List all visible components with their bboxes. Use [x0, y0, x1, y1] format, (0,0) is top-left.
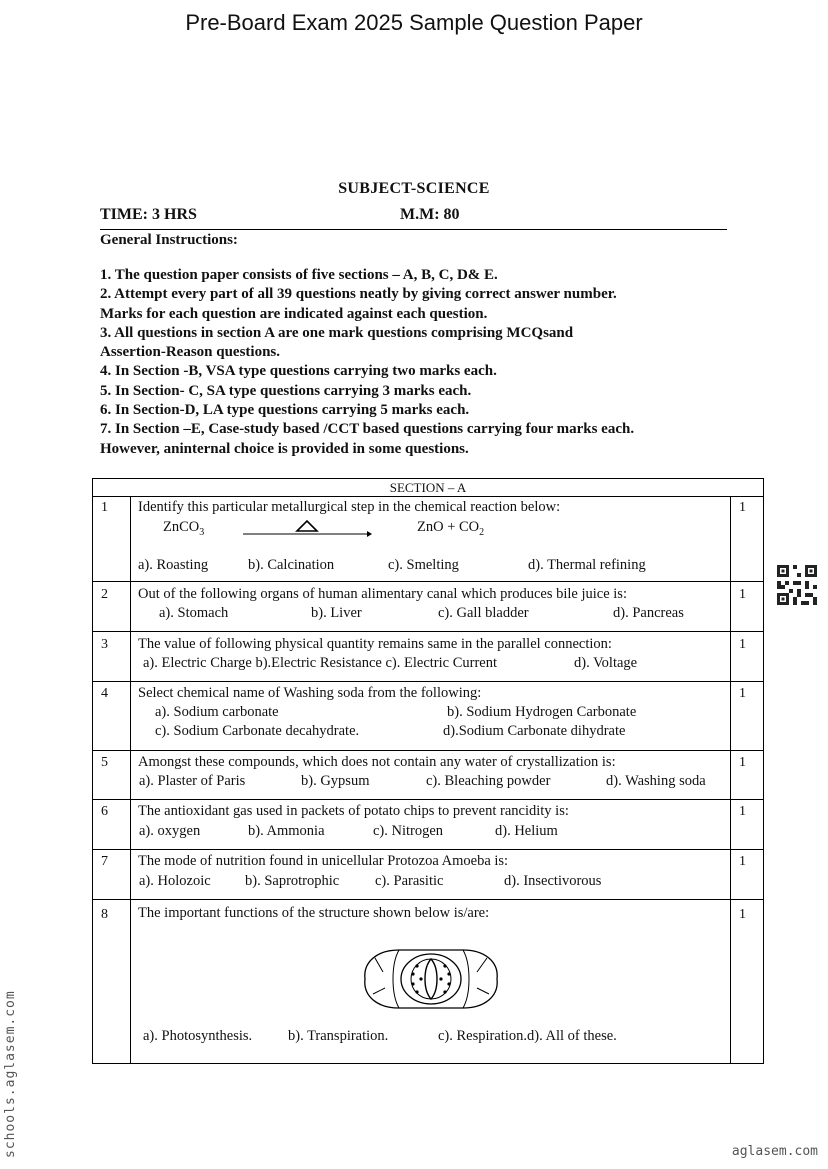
heat-arrow-icon — [243, 519, 373, 537]
question-marks: 1 — [739, 587, 746, 602]
question-marks: 1 — [739, 804, 746, 819]
option-a: a). Holozoic — [139, 873, 211, 889]
subject-title: SUBJECT-SCIENCE — [338, 180, 490, 197]
question-text: The value of following physical quantity remains same in the parallel connection: — [138, 636, 612, 652]
question-text: Out of the following organs of human alimentary canal which produces bile juice is: — [138, 586, 627, 602]
option-a: a). Stomach — [159, 605, 229, 621]
instruction-line: 4. In Section -B, VSA type questions carrying two marks each. — [100, 363, 497, 380]
question-number: 3 — [101, 637, 108, 652]
option-a: a). Sodium carbonate — [155, 704, 279, 720]
general-instructions-heading: General Instructions: — [100, 232, 238, 248]
row-divider — [93, 750, 763, 751]
stomata-diagram — [361, 944, 501, 1014]
qr-code-icon — [777, 565, 817, 605]
option-b: b). Sodium Hydrogen Carbonate — [447, 704, 637, 720]
option-a: a). Plaster of Paris — [139, 773, 246, 789]
option-abc: a). Electric Charge b).Electric Resistance c). Electric Current — [143, 655, 498, 671]
instruction-line: 6. In Section-D, LA type questions carrying 5 marks each. — [100, 402, 470, 419]
page-header: Pre-Board Exam 2025 Sample Question Paper — [185, 10, 643, 35]
question-number: 8 — [101, 907, 108, 922]
row-divider — [93, 631, 763, 632]
option-a: a). Photosynthesis. — [143, 1028, 253, 1044]
question-marks: 1 — [739, 686, 746, 701]
option-b: b). Saprotrophic — [245, 873, 340, 889]
option-c: c). Sodium Carbonate decahydrate. — [155, 723, 360, 739]
option-cd: c). Respiration.d). All of these. — [438, 1028, 617, 1044]
row-divider — [93, 681, 763, 682]
row-divider — [93, 849, 763, 850]
option-b: b). Transpiration. — [288, 1028, 389, 1044]
option-b: b). Gypsum — [301, 773, 370, 789]
question-number: 1 — [101, 500, 108, 515]
option-a: a). oxygen — [139, 823, 201, 839]
section-a-table — [92, 478, 764, 1064]
option-d: d). Voltage — [574, 655, 638, 671]
question-text: The antioxidant gas used in packets of potato chips to prevent rancidity is: — [138, 803, 569, 819]
option-c: c). Gall bladder — [438, 605, 529, 621]
question-number: 7 — [101, 854, 108, 869]
section-a-title: SECTION – A — [93, 479, 763, 497]
option-c: c). Parasitic — [375, 873, 444, 889]
reaction-reactant: ZnCO$_3$ — [163, 519, 205, 538]
question-text: Amongst these compounds, which does not contain any water of crystallization is: — [138, 754, 616, 770]
instruction-line: Marks for each question are indicated against each question. — [100, 305, 488, 322]
question-number: 2 — [101, 587, 108, 602]
option-d: d). Thermal refining — [528, 557, 646, 573]
instruction-line: 2. Attempt every part of all 39 questions neatly by giving correct answer number. — [100, 286, 617, 303]
option-c: c). Bleaching powder — [426, 773, 551, 789]
time-label: TIME: 3 HRS — [100, 206, 197, 223]
row-divider — [93, 899, 763, 900]
question-text: The mode of nutrition found in unicellular Protozoa Amoeba is: — [138, 853, 509, 869]
option-c: c). Smelting — [388, 557, 459, 573]
instruction-line: 5. In Section- C, SA type questions carrying 3 marks each. — [100, 382, 472, 399]
question-text: Identify this particular metallurgical step in the chemical reaction below: — [138, 499, 561, 515]
instruction-line: 3. All questions in section A are one mark questions comprising MCQsand — [100, 324, 574, 341]
option-d: d).Sodium Carbonate dihydrate — [443, 723, 626, 739]
instruction-line: However, aninternal choice is provided in some questions. — [100, 440, 469, 457]
question-text: The important functions of the structure shown below is/are: — [138, 905, 490, 921]
option-c: c). Nitrogen — [373, 823, 444, 839]
question-marks: 1 — [739, 755, 746, 770]
instruction-line: 1. The question paper consists of five sections – A, B, C, D& E. — [100, 267, 498, 283]
header-rule — [100, 229, 727, 230]
instructions-list — [100, 266, 740, 459]
option-b: b). Ammonia — [248, 823, 325, 839]
option-b: b). Calcination — [248, 557, 335, 573]
question-marks: 1 — [739, 907, 746, 922]
max-marks-label: M.M: 80 — [400, 206, 460, 223]
question-marks: 1 — [739, 854, 746, 869]
question-text: Select chemical name of Washing soda from the following: — [138, 685, 482, 701]
row-divider — [93, 581, 763, 582]
option-a: a). Roasting — [138, 557, 209, 573]
question-marks: 1 — [739, 637, 746, 652]
row-divider — [93, 799, 763, 800]
question-number: 4 — [101, 686, 108, 701]
footer-watermark: aglasem.com — [731, 1144, 818, 1159]
instruction-line: 7. In Section –E, Case-study based /CCT based questions carrying four marks each. — [100, 421, 635, 438]
side-watermark: schools.aglasem.com — [3, 990, 18, 1158]
question-number: 5 — [101, 755, 108, 770]
question-marks: 1 — [739, 500, 746, 515]
option-d: d). Helium — [495, 823, 558, 839]
question-number: 6 — [101, 804, 108, 819]
instruction-line: Assertion-Reason questions. — [100, 344, 281, 361]
option-d: d). Insectivorous — [504, 873, 602, 889]
reaction-product: ZnO + $CO_2$ — [417, 519, 485, 538]
option-d: d). Pancreas — [613, 605, 684, 621]
option-b: b). Liver — [311, 605, 362, 621]
option-d: d). Washing soda — [606, 773, 706, 789]
